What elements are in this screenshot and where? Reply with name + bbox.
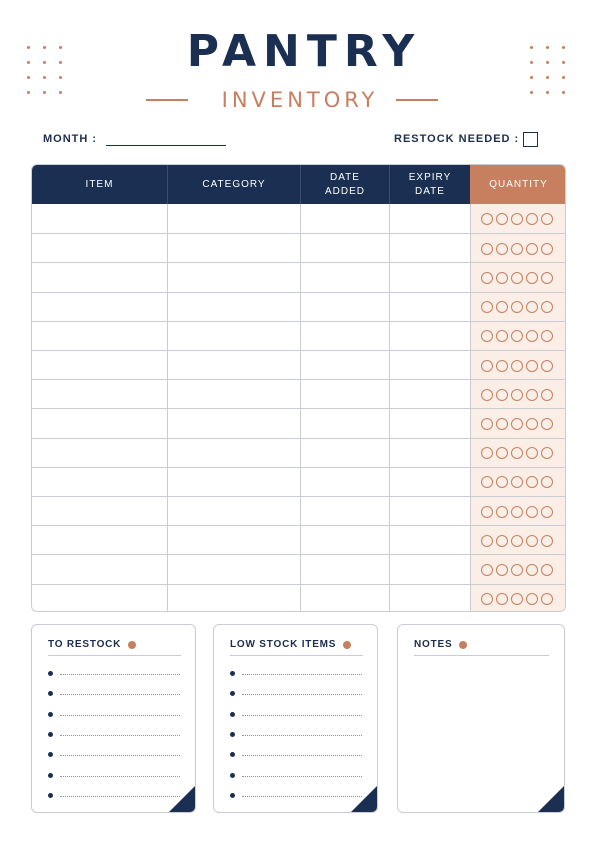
quantity-circle-icon[interactable] bbox=[526, 564, 538, 576]
item-cell[interactable] bbox=[32, 409, 167, 438]
column-header-expiry-date bbox=[389, 165, 470, 204]
quantity-circle-icon[interactable] bbox=[481, 213, 493, 225]
quantity-circle-icon[interactable] bbox=[526, 330, 538, 342]
list-item[interactable] bbox=[48, 772, 180, 780]
expiry-date-cell[interactable] bbox=[389, 204, 470, 233]
item-cell[interactable] bbox=[32, 351, 167, 380]
list-item[interactable] bbox=[230, 670, 362, 678]
quantity-circle-icon[interactable] bbox=[511, 535, 523, 547]
quantity-circle-icon[interactable] bbox=[541, 360, 553, 372]
category-cell[interactable] bbox=[167, 555, 300, 584]
dotted-write-line[interactable] bbox=[60, 694, 180, 695]
category-cell[interactable] bbox=[167, 234, 300, 263]
quantity-circle-icon[interactable] bbox=[496, 330, 508, 342]
bullet-icon bbox=[48, 671, 53, 676]
quantity-cell[interactable] bbox=[470, 497, 566, 526]
bullet-icon bbox=[48, 793, 53, 798]
list-item[interactable] bbox=[230, 772, 362, 780]
quantity-circle-icon[interactable] bbox=[541, 243, 553, 255]
bullet-icon bbox=[230, 671, 235, 676]
category-cell[interactable] bbox=[167, 293, 300, 322]
low-stock-items-title-text: LOW STOCK ITEMS bbox=[230, 639, 337, 650]
quantity-cell[interactable] bbox=[470, 409, 566, 438]
quantity-circle-icon[interactable] bbox=[511, 593, 523, 605]
quantity-circle-icon[interactable] bbox=[526, 272, 538, 284]
column-header-item-label: ITEM bbox=[85, 178, 114, 190]
quantity-circle-icon[interactable] bbox=[526, 360, 538, 372]
quantity-circle-icon[interactable] bbox=[541, 535, 553, 547]
date-added-cell[interactable] bbox=[300, 204, 389, 233]
dotted-write-line[interactable] bbox=[242, 674, 362, 675]
dotted-write-line[interactable] bbox=[60, 755, 180, 756]
bullet-icon bbox=[48, 752, 53, 757]
quantity-circle-icon[interactable] bbox=[526, 506, 538, 518]
restock-needed-checkbox[interactable] bbox=[523, 132, 538, 147]
quantity-circle-icon[interactable] bbox=[496, 213, 508, 225]
bullet-icon bbox=[230, 773, 235, 778]
quantity-circle-icon[interactable] bbox=[541, 506, 553, 518]
page-title: PANTRY bbox=[186, 26, 422, 77]
table-row bbox=[32, 554, 566, 583]
quantity-circle-icon[interactable] bbox=[541, 389, 553, 401]
date-added-cell[interactable] bbox=[300, 555, 389, 584]
quantity-circle-icon[interactable] bbox=[511, 301, 523, 313]
category-cell[interactable] bbox=[167, 585, 300, 612]
list-item[interactable] bbox=[48, 792, 180, 800]
date-added-cell[interactable] bbox=[300, 585, 389, 612]
column-header-category-label: CATEGORY bbox=[202, 178, 266, 190]
quantity-circle-icon[interactable] bbox=[496, 360, 508, 372]
table-row bbox=[32, 321, 566, 350]
column-header-expiry-date-label: EXPIRY DATE bbox=[408, 171, 452, 197]
title-bullet-icon bbox=[128, 641, 136, 649]
expiry-date-cell[interactable] bbox=[389, 497, 470, 526]
quantity-circle-icon[interactable] bbox=[526, 389, 538, 401]
quantity-circle-icon[interactable] bbox=[541, 330, 553, 342]
column-header-category bbox=[167, 165, 300, 204]
subtitle-row bbox=[0, 88, 600, 112]
date-added-cell[interactable] bbox=[300, 526, 389, 555]
dotted-write-line[interactable] bbox=[242, 715, 362, 716]
quantity-cell[interactable] bbox=[470, 263, 566, 292]
column-header-date-added-label: DATE ADDED bbox=[324, 171, 365, 197]
item-cell[interactable] bbox=[32, 322, 167, 351]
date-added-cell[interactable] bbox=[300, 439, 389, 468]
dotted-write-line[interactable] bbox=[242, 694, 362, 695]
low-stock-items-title bbox=[230, 639, 351, 650]
item-cell[interactable] bbox=[32, 439, 167, 468]
low-stock-items-card bbox=[213, 624, 378, 813]
expiry-date-cell[interactable] bbox=[389, 234, 470, 263]
quantity-circle-icon[interactable] bbox=[481, 476, 493, 488]
quantity-cell[interactable] bbox=[470, 204, 566, 233]
quantity-circle-icon[interactable] bbox=[526, 243, 538, 255]
quantity-circle-icon[interactable] bbox=[496, 506, 508, 518]
quantity-circle-icon[interactable] bbox=[481, 535, 493, 547]
quantity-circle-icon[interactable] bbox=[496, 564, 508, 576]
table-row bbox=[32, 262, 566, 291]
list-item[interactable] bbox=[230, 690, 362, 698]
quantity-circle-icon[interactable] bbox=[541, 213, 553, 225]
expiry-date-cell[interactable] bbox=[389, 380, 470, 409]
category-cell[interactable] bbox=[167, 380, 300, 409]
item-cell[interactable] bbox=[32, 293, 167, 322]
bullet-icon bbox=[230, 732, 235, 737]
category-cell[interactable] bbox=[167, 468, 300, 497]
item-cell[interactable] bbox=[32, 380, 167, 409]
quantity-circle-icon[interactable] bbox=[526, 476, 538, 488]
dotted-write-line[interactable] bbox=[60, 674, 180, 675]
quantity-circle-icon[interactable] bbox=[481, 564, 493, 576]
bullet-icon bbox=[48, 773, 53, 778]
date-added-cell[interactable] bbox=[300, 468, 389, 497]
notes-card bbox=[397, 624, 565, 813]
dotted-write-line[interactable] bbox=[60, 715, 180, 716]
bullet-icon bbox=[230, 712, 235, 717]
column-header-quantity-label: QUANTITY bbox=[489, 178, 548, 190]
quantity-circle-icon[interactable] bbox=[481, 301, 493, 313]
list-item[interactable] bbox=[230, 731, 362, 739]
to-restock-title bbox=[48, 639, 136, 650]
quantity-circle-icon[interactable] bbox=[541, 301, 553, 313]
quantity-circle-icon[interactable] bbox=[481, 418, 493, 430]
quantity-circle-icon[interactable] bbox=[496, 476, 508, 488]
expiry-date-cell[interactable] bbox=[389, 409, 470, 438]
expiry-date-cell[interactable] bbox=[389, 555, 470, 584]
item-cell[interactable] bbox=[32, 585, 167, 612]
table-row bbox=[32, 233, 566, 262]
quantity-circle-icon[interactable] bbox=[481, 360, 493, 372]
bullet-icon bbox=[230, 793, 235, 798]
quantity-circle-icon[interactable] bbox=[541, 476, 553, 488]
item-cell[interactable] bbox=[32, 263, 167, 292]
quantity-circle-icon[interactable] bbox=[541, 593, 553, 605]
quantity-circle-icon[interactable] bbox=[511, 360, 523, 372]
table-row bbox=[32, 525, 566, 554]
expiry-date-cell[interactable] bbox=[389, 263, 470, 292]
category-cell[interactable] bbox=[167, 263, 300, 292]
table-header bbox=[32, 165, 566, 204]
list-item[interactable] bbox=[48, 670, 180, 678]
quantity-circle-icon[interactable] bbox=[541, 272, 553, 284]
quantity-cell[interactable] bbox=[470, 293, 566, 322]
bullet-icon bbox=[48, 712, 53, 717]
card-divider bbox=[414, 655, 549, 656]
column-header-date-added bbox=[300, 165, 389, 204]
quantity-circle-icon[interactable] bbox=[511, 243, 523, 255]
date-added-cell[interactable] bbox=[300, 497, 389, 526]
category-cell[interactable] bbox=[167, 204, 300, 233]
notes-title-text: NOTES bbox=[414, 639, 453, 650]
card-divider bbox=[48, 655, 181, 656]
quantity-cell[interactable] bbox=[470, 439, 566, 468]
dotted-write-line[interactable] bbox=[242, 776, 362, 777]
item-cell[interactable] bbox=[32, 497, 167, 526]
category-cell[interactable] bbox=[167, 439, 300, 468]
bullet-icon bbox=[48, 691, 53, 696]
category-cell[interactable] bbox=[167, 322, 300, 351]
list-item[interactable] bbox=[230, 711, 362, 719]
expiry-date-cell[interactable] bbox=[389, 351, 470, 380]
quantity-circle-icon[interactable] bbox=[481, 389, 493, 401]
quantity-circle-icon[interactable] bbox=[526, 301, 538, 313]
quantity-cell[interactable] bbox=[470, 351, 566, 380]
quantity-circle-icon[interactable] bbox=[496, 272, 508, 284]
quantity-circle-icon[interactable] bbox=[541, 418, 553, 430]
quantity-circle-icon[interactable] bbox=[481, 272, 493, 284]
list-item[interactable] bbox=[48, 711, 180, 719]
quantity-circle-icon[interactable] bbox=[511, 447, 523, 459]
item-cell[interactable] bbox=[32, 234, 167, 263]
quantity-circle-icon[interactable] bbox=[511, 476, 523, 488]
list-item[interactable] bbox=[230, 751, 362, 759]
subtitle-divider-left bbox=[146, 99, 188, 101]
quantity-circle-icon[interactable] bbox=[496, 593, 508, 605]
expiry-date-cell[interactable] bbox=[389, 439, 470, 468]
item-cell[interactable] bbox=[32, 555, 167, 584]
category-cell[interactable] bbox=[167, 497, 300, 526]
list-item[interactable] bbox=[48, 731, 180, 739]
table-row bbox=[32, 584, 566, 612]
quantity-circle-icon[interactable] bbox=[496, 389, 508, 401]
bullet-icon bbox=[230, 752, 235, 757]
quantity-circle-icon[interactable] bbox=[541, 564, 553, 576]
expiry-date-cell[interactable] bbox=[389, 526, 470, 555]
quantity-circle-icon[interactable] bbox=[526, 593, 538, 605]
quantity-circle-icon[interactable] bbox=[481, 593, 493, 605]
quantity-cell[interactable] bbox=[470, 380, 566, 409]
page-subtitle: INVENTORY bbox=[221, 88, 379, 112]
dotted-write-line[interactable] bbox=[242, 796, 362, 797]
quantity-cell[interactable] bbox=[470, 555, 566, 584]
item-cell[interactable] bbox=[32, 468, 167, 497]
table-row bbox=[32, 350, 566, 379]
dotted-write-line[interactable] bbox=[242, 755, 362, 756]
title-bullet-icon bbox=[343, 641, 351, 649]
quantity-circle-icon[interactable] bbox=[511, 506, 523, 518]
quantity-circle-icon[interactable] bbox=[511, 330, 523, 342]
category-cell[interactable] bbox=[167, 409, 300, 438]
bullet-icon bbox=[48, 732, 53, 737]
dotted-write-line[interactable] bbox=[60, 796, 180, 797]
category-cell[interactable] bbox=[167, 526, 300, 555]
quantity-cell[interactable] bbox=[470, 234, 566, 263]
category-cell[interactable] bbox=[167, 351, 300, 380]
table-row bbox=[32, 496, 566, 525]
item-cell[interactable] bbox=[32, 526, 167, 555]
item-cell[interactable] bbox=[32, 204, 167, 233]
table-row bbox=[32, 204, 566, 233]
quantity-circle-icon[interactable] bbox=[511, 213, 523, 225]
list-item[interactable] bbox=[48, 751, 180, 759]
table-row bbox=[32, 292, 566, 321]
expiry-date-cell[interactable] bbox=[389, 585, 470, 612]
quantity-circle-icon[interactable] bbox=[481, 506, 493, 518]
subtitle-divider-right bbox=[396, 99, 438, 101]
inventory-table bbox=[31, 164, 566, 612]
date-added-cell[interactable] bbox=[300, 380, 389, 409]
expiry-date-cell[interactable] bbox=[389, 322, 470, 351]
dotted-write-line[interactable] bbox=[242, 735, 362, 736]
bullet-icon bbox=[230, 691, 235, 696]
date-added-cell[interactable] bbox=[300, 322, 389, 351]
month-field[interactable] bbox=[106, 145, 226, 146]
month-label: MONTH : bbox=[43, 133, 98, 145]
table-row bbox=[32, 467, 566, 496]
list-item[interactable] bbox=[48, 690, 180, 698]
date-added-cell[interactable] bbox=[300, 263, 389, 292]
column-header-item bbox=[32, 165, 167, 204]
quantity-cell[interactable] bbox=[470, 322, 566, 351]
date-added-cell[interactable] bbox=[300, 409, 389, 438]
quantity-circle-icon[interactable] bbox=[526, 418, 538, 430]
quantity-circle-icon[interactable] bbox=[481, 330, 493, 342]
quantity-circle-icon[interactable] bbox=[511, 418, 523, 430]
restock-needed-label: RESTOCK NEEDED : bbox=[394, 133, 520, 145]
table-row bbox=[32, 438, 566, 467]
quantity-circle-icon[interactable] bbox=[481, 447, 493, 459]
card-divider bbox=[230, 655, 363, 656]
quantity-circle-icon[interactable] bbox=[496, 418, 508, 430]
quantity-cell[interactable] bbox=[470, 585, 566, 612]
quantity-circle-icon[interactable] bbox=[496, 447, 508, 459]
date-added-cell[interactable] bbox=[300, 351, 389, 380]
notes-title bbox=[414, 639, 467, 650]
quantity-cell[interactable] bbox=[470, 526, 566, 555]
date-added-cell[interactable] bbox=[300, 234, 389, 263]
quantity-circle-icon[interactable] bbox=[511, 272, 523, 284]
column-header-quantity bbox=[470, 165, 566, 204]
quantity-circle-icon[interactable] bbox=[526, 447, 538, 459]
to-restock-card bbox=[31, 624, 196, 813]
table-row bbox=[32, 408, 566, 437]
expiry-date-cell[interactable] bbox=[389, 468, 470, 497]
quantity-circle-icon[interactable] bbox=[526, 213, 538, 225]
quantity-circle-icon[interactable] bbox=[496, 301, 508, 313]
quantity-circle-icon[interactable] bbox=[526, 535, 538, 547]
list-item[interactable] bbox=[230, 792, 362, 800]
quantity-circle-icon[interactable] bbox=[511, 564, 523, 576]
corner-triangle-icon bbox=[538, 786, 564, 812]
to-restock-title-text: TO RESTOCK bbox=[48, 639, 122, 650]
title-bullet-icon bbox=[459, 641, 467, 649]
quantity-circle-icon[interactable] bbox=[511, 389, 523, 401]
table-row bbox=[32, 379, 566, 408]
expiry-date-cell[interactable] bbox=[389, 293, 470, 322]
dotted-write-line[interactable] bbox=[60, 735, 180, 736]
quantity-circle-icon[interactable] bbox=[496, 535, 508, 547]
quantity-circle-icon[interactable] bbox=[481, 243, 493, 255]
quantity-cell[interactable] bbox=[470, 468, 566, 497]
dotted-write-line[interactable] bbox=[60, 776, 180, 777]
quantity-circle-icon[interactable] bbox=[496, 243, 508, 255]
quantity-circle-icon[interactable] bbox=[541, 447, 553, 459]
date-added-cell[interactable] bbox=[300, 293, 389, 322]
